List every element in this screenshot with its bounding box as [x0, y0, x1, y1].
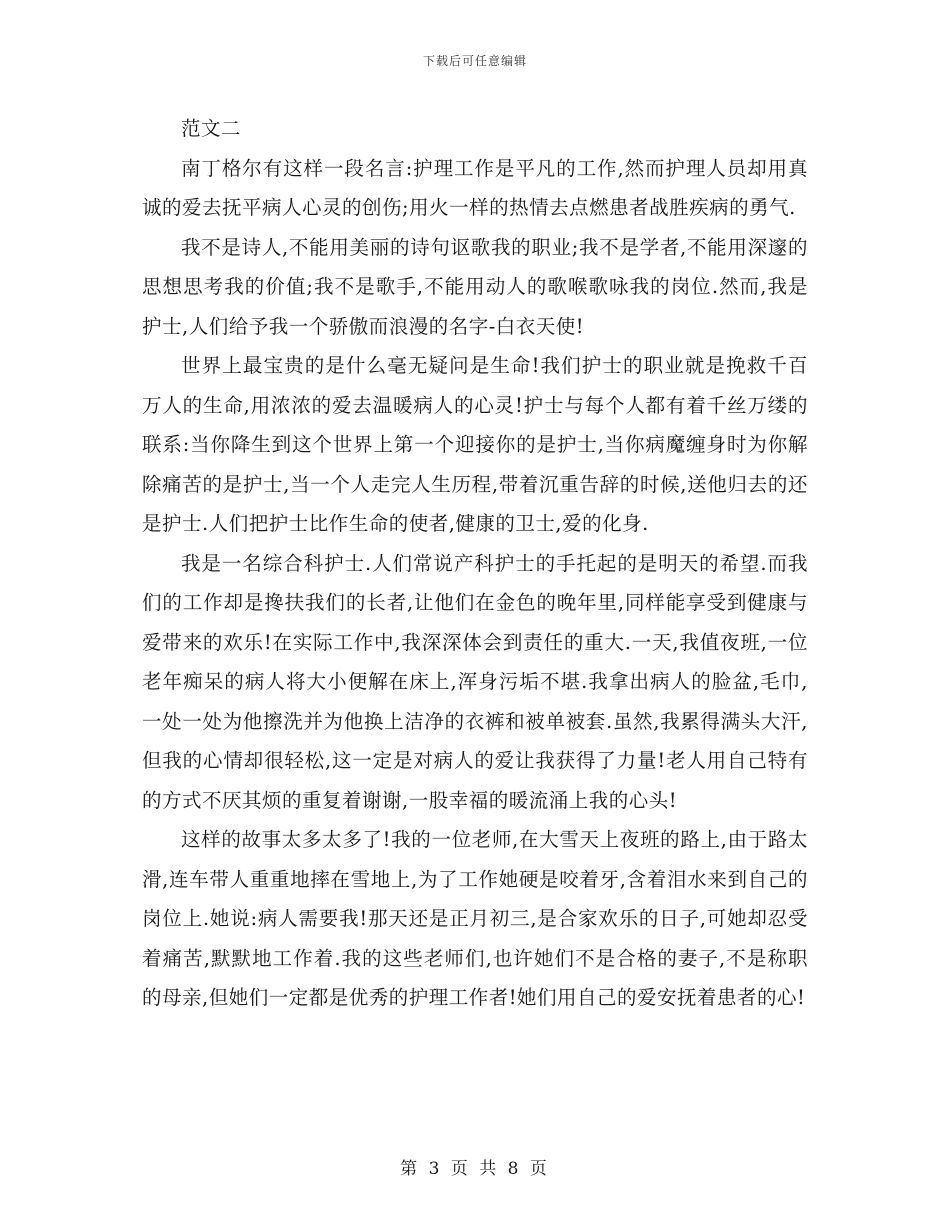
paragraph-2: 我不是诗人,不能用美丽的诗句讴歌我的职业;我不是学者,不能用深邃的思想思考我的价值;我不是歌手,不能用动人的歌喉歌咏我的岗位.然而,我是护士,人们给予我一个骄傲而浪漫的名字-白衣天使! [142, 235, 808, 338]
paragraph-3: 世界上最宝贵的是什么毫无疑问是生命!我们护士的职业就是挽救千百万人的生命,用浓浓的爱去温暖病人的心灵!护士与每个人都有着千丝万缕的联系:当你降生到这个世界上第一个迎接你的是护士,当你病魔缠身时为你解除痛苦的是护士,当一个人走完人生历程,带着沉重告辞的时候,送他归去的还是护士.人们把护士比作生命的使者,健康的卫士,爱的化身. [142, 354, 808, 535]
paragraph-5: 这样的故事太多太多了!我的一位老师,在大雪天上夜班的路上,由于路太滑,连车带人重重地摔在雪地上,为了工作她硬是咬着牙,含着泪水来到自己的岗位上.她说:病人需要我!那天还是正月初三,是合家欢乐的日子,可她却忍受着痛苦,默默地工作着.我的这些老师们,也许她们不是合格的妻子,不是称职的母亲,但她们一定都是优秀的护理工作者!她们用自己的爱安抚着患者的心! [142, 828, 808, 1009]
page-header: 下载后可任意编辑 [422, 54, 527, 68]
page-number-footer: 第 3 页 共 8 页 [400, 1159, 550, 1179]
paragraph-4: 我是一名综合科护士.人们常说产科护士的手托起的是明天的希望.而我们的工作却是搀扶我们的长者,让他们在金色的晚年里,同样能享受到健康与爱带来的欢乐!在实际工作中,我深深体会到责任的重大.一天,我值夜班,一位老年痴呆的病人将大小便解在床上,浑身污垢不堪.我拿出病人的脸盆,毛巾,一处一处为他擦洗并为他换上洁净的衣裤和被单被套.虽然,我累得满头大汗,但我的心情却很轻松,这一定是对病人的爱让我获得了力量!老人用自己特有的方式不厌其烦的重复着谢谢,一股幸福的暖流涌上我的心头! [142, 551, 808, 812]
document-title: 范文二 [181, 117, 242, 140]
document-body [142, 109, 808, 1018]
paragraph-1: 南丁格尔有这样一段名言:护理工作是平凡的工作,然而护理人员却用真诚的爱去抚平病人心灵的创伤;用火一样的热情去点燃患者战胜疾病的勇气. [142, 156, 808, 219]
